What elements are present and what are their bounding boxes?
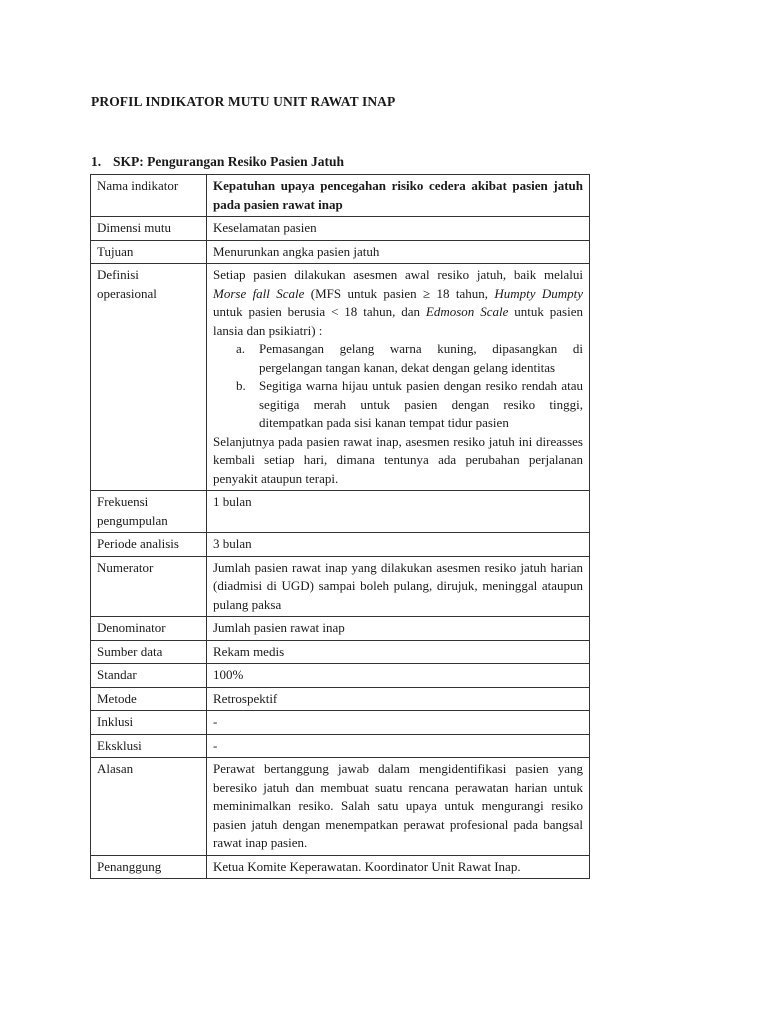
row-label-standar: Standar bbox=[91, 664, 207, 688]
table-row bbox=[91, 664, 590, 688]
row-label-eksklusi: Eksklusi bbox=[91, 734, 207, 758]
row-value-sumber-data: Rekam medis bbox=[207, 640, 590, 664]
row-label-nama-indikator: Nama indikator bbox=[91, 175, 207, 217]
definisi-list bbox=[213, 340, 583, 433]
row-value-alasan: Perawat bertanggung jawab dalam mengidentifikasi pasien yang beresiko jatuh dan membuat suatu rencana perawatan harian untuk meminimalkan resiko. Salah satu upaya untuk mengurangi resiko pasien jatuh dengan menempatkan perawat profesional pada bangsal rawat inap pasien. bbox=[207, 758, 590, 856]
table-row bbox=[91, 758, 590, 856]
page-title: PROFIL INDIKATOR MUTU UNIT RAWAT INAP bbox=[91, 94, 396, 109]
table-row bbox=[91, 556, 590, 617]
humpty-dumpty-term: Humpty Dumpty bbox=[494, 285, 583, 301]
row-value-eksklusi: - bbox=[207, 734, 590, 758]
row-value-dimensi-mutu: Keselamatan pasien bbox=[207, 217, 590, 241]
table-row bbox=[91, 855, 590, 879]
row-value-periode: 3 bulan bbox=[207, 533, 590, 557]
list-item-text: Pemasangan gelang warna kuning, dipasangkan di pergelangan tangan kanan, dekat dengan gelang identitas bbox=[259, 341, 583, 375]
row-value-definisi-operasional bbox=[207, 264, 590, 491]
row-value-nama-indikator: Kepatuhan upaya pencegahan risiko cedera akibat pasien jatuh pada pasien rawat inap bbox=[207, 175, 590, 217]
list-item-text: Segitiga warna hijau untuk pasien dengan resiko rendah atau segitiga merah untuk pasien dengan resiko tinggi, ditempatkan pada sisi kanan tempat tidur pasien bbox=[259, 378, 583, 430]
table-row bbox=[91, 264, 590, 491]
row-label-sumber-data: Sumber data bbox=[91, 640, 207, 664]
row-value-standar: 100% bbox=[207, 664, 590, 688]
list-marker: a. bbox=[236, 341, 246, 356]
row-value-frekuensi: 1 bulan bbox=[207, 491, 590, 533]
definisi-intro-part: (MFS untuk pasien ≥ 18 tahun, bbox=[304, 285, 495, 301]
section-heading bbox=[91, 154, 344, 170]
row-label-frekuensi: Frekuensi pengumpulan bbox=[91, 491, 207, 533]
table-row bbox=[91, 217, 590, 241]
row-value-penanggung: Ketua Komite Keperawatan. Koordinator Unit Rawat Inap. bbox=[207, 855, 590, 879]
definisi-intro-part: Setiap pasien dilakukan asesmen awal resiko jatuh, baik melalui bbox=[213, 267, 583, 282]
row-label-numerator: Numerator bbox=[91, 556, 207, 617]
edmoson-scale-term: Edmoson Scale bbox=[425, 304, 509, 319]
row-label-alasan: Alasan bbox=[91, 758, 207, 856]
row-label-metode: Metode bbox=[91, 687, 207, 711]
row-label-definisi-operasional: Definisi operasional bbox=[91, 264, 207, 491]
row-value-metode: Retrospektif bbox=[207, 687, 590, 711]
row-value-inklusi: - bbox=[207, 711, 590, 735]
table-row bbox=[91, 711, 590, 735]
table-row bbox=[91, 175, 590, 217]
list-marker: b. bbox=[236, 378, 246, 393]
row-value-numerator: Jumlah pasien rawat inap yang dilakukan asesmen resiko jatuh harian (diadmisi di UGD) sampai boleh pulang, dirujuk, meninggal ataupun pulang paksa bbox=[207, 556, 590, 617]
table-row bbox=[91, 687, 590, 711]
row-label-tujuan: Tujuan bbox=[91, 240, 207, 264]
row-value-tujuan: Menurunkan angka pasien jatuh bbox=[207, 240, 590, 264]
row-label-periode: Periode analisis bbox=[91, 533, 207, 557]
table-row bbox=[91, 617, 590, 641]
definisi-intro-part: untuk pasien lansia dan psikiatri) : bbox=[213, 304, 584, 338]
row-label-inklusi: Inklusi bbox=[91, 711, 207, 735]
row-label-penanggung: Penanggung bbox=[91, 855, 207, 879]
section-heading-text: SKP: Pengurangan Resiko Pasien Jatuh bbox=[113, 154, 345, 169]
indicator-profile-table bbox=[90, 174, 590, 879]
definisi-intro-part: untuk pasien berusia < 18 tahun, dan bbox=[213, 304, 426, 319]
list-item bbox=[213, 377, 583, 433]
list-item bbox=[213, 340, 583, 377]
table-row bbox=[91, 240, 590, 264]
table-row bbox=[91, 491, 590, 533]
row-label-dimensi-mutu: Dimensi mutu bbox=[91, 217, 207, 241]
definisi-intro bbox=[213, 266, 583, 340]
table-row bbox=[91, 640, 590, 664]
morse-fall-scale-term: Morse fall Scale bbox=[213, 285, 305, 301]
definisi-closing: Selanjutnya pada pasien rawat inap, asesmen resiko jatuh ini direasses kembali setiap hari, dimana tentunya ada perubahan perjalanan penyakit ataupun terapi. bbox=[213, 433, 583, 486]
row-value-denominator: Jumlah pasien rawat inap bbox=[207, 617, 590, 641]
row-label-denominator: Denominator bbox=[91, 617, 207, 641]
table-row bbox=[91, 734, 590, 758]
section-number: 1. bbox=[91, 154, 102, 169]
table-row bbox=[91, 533, 590, 557]
